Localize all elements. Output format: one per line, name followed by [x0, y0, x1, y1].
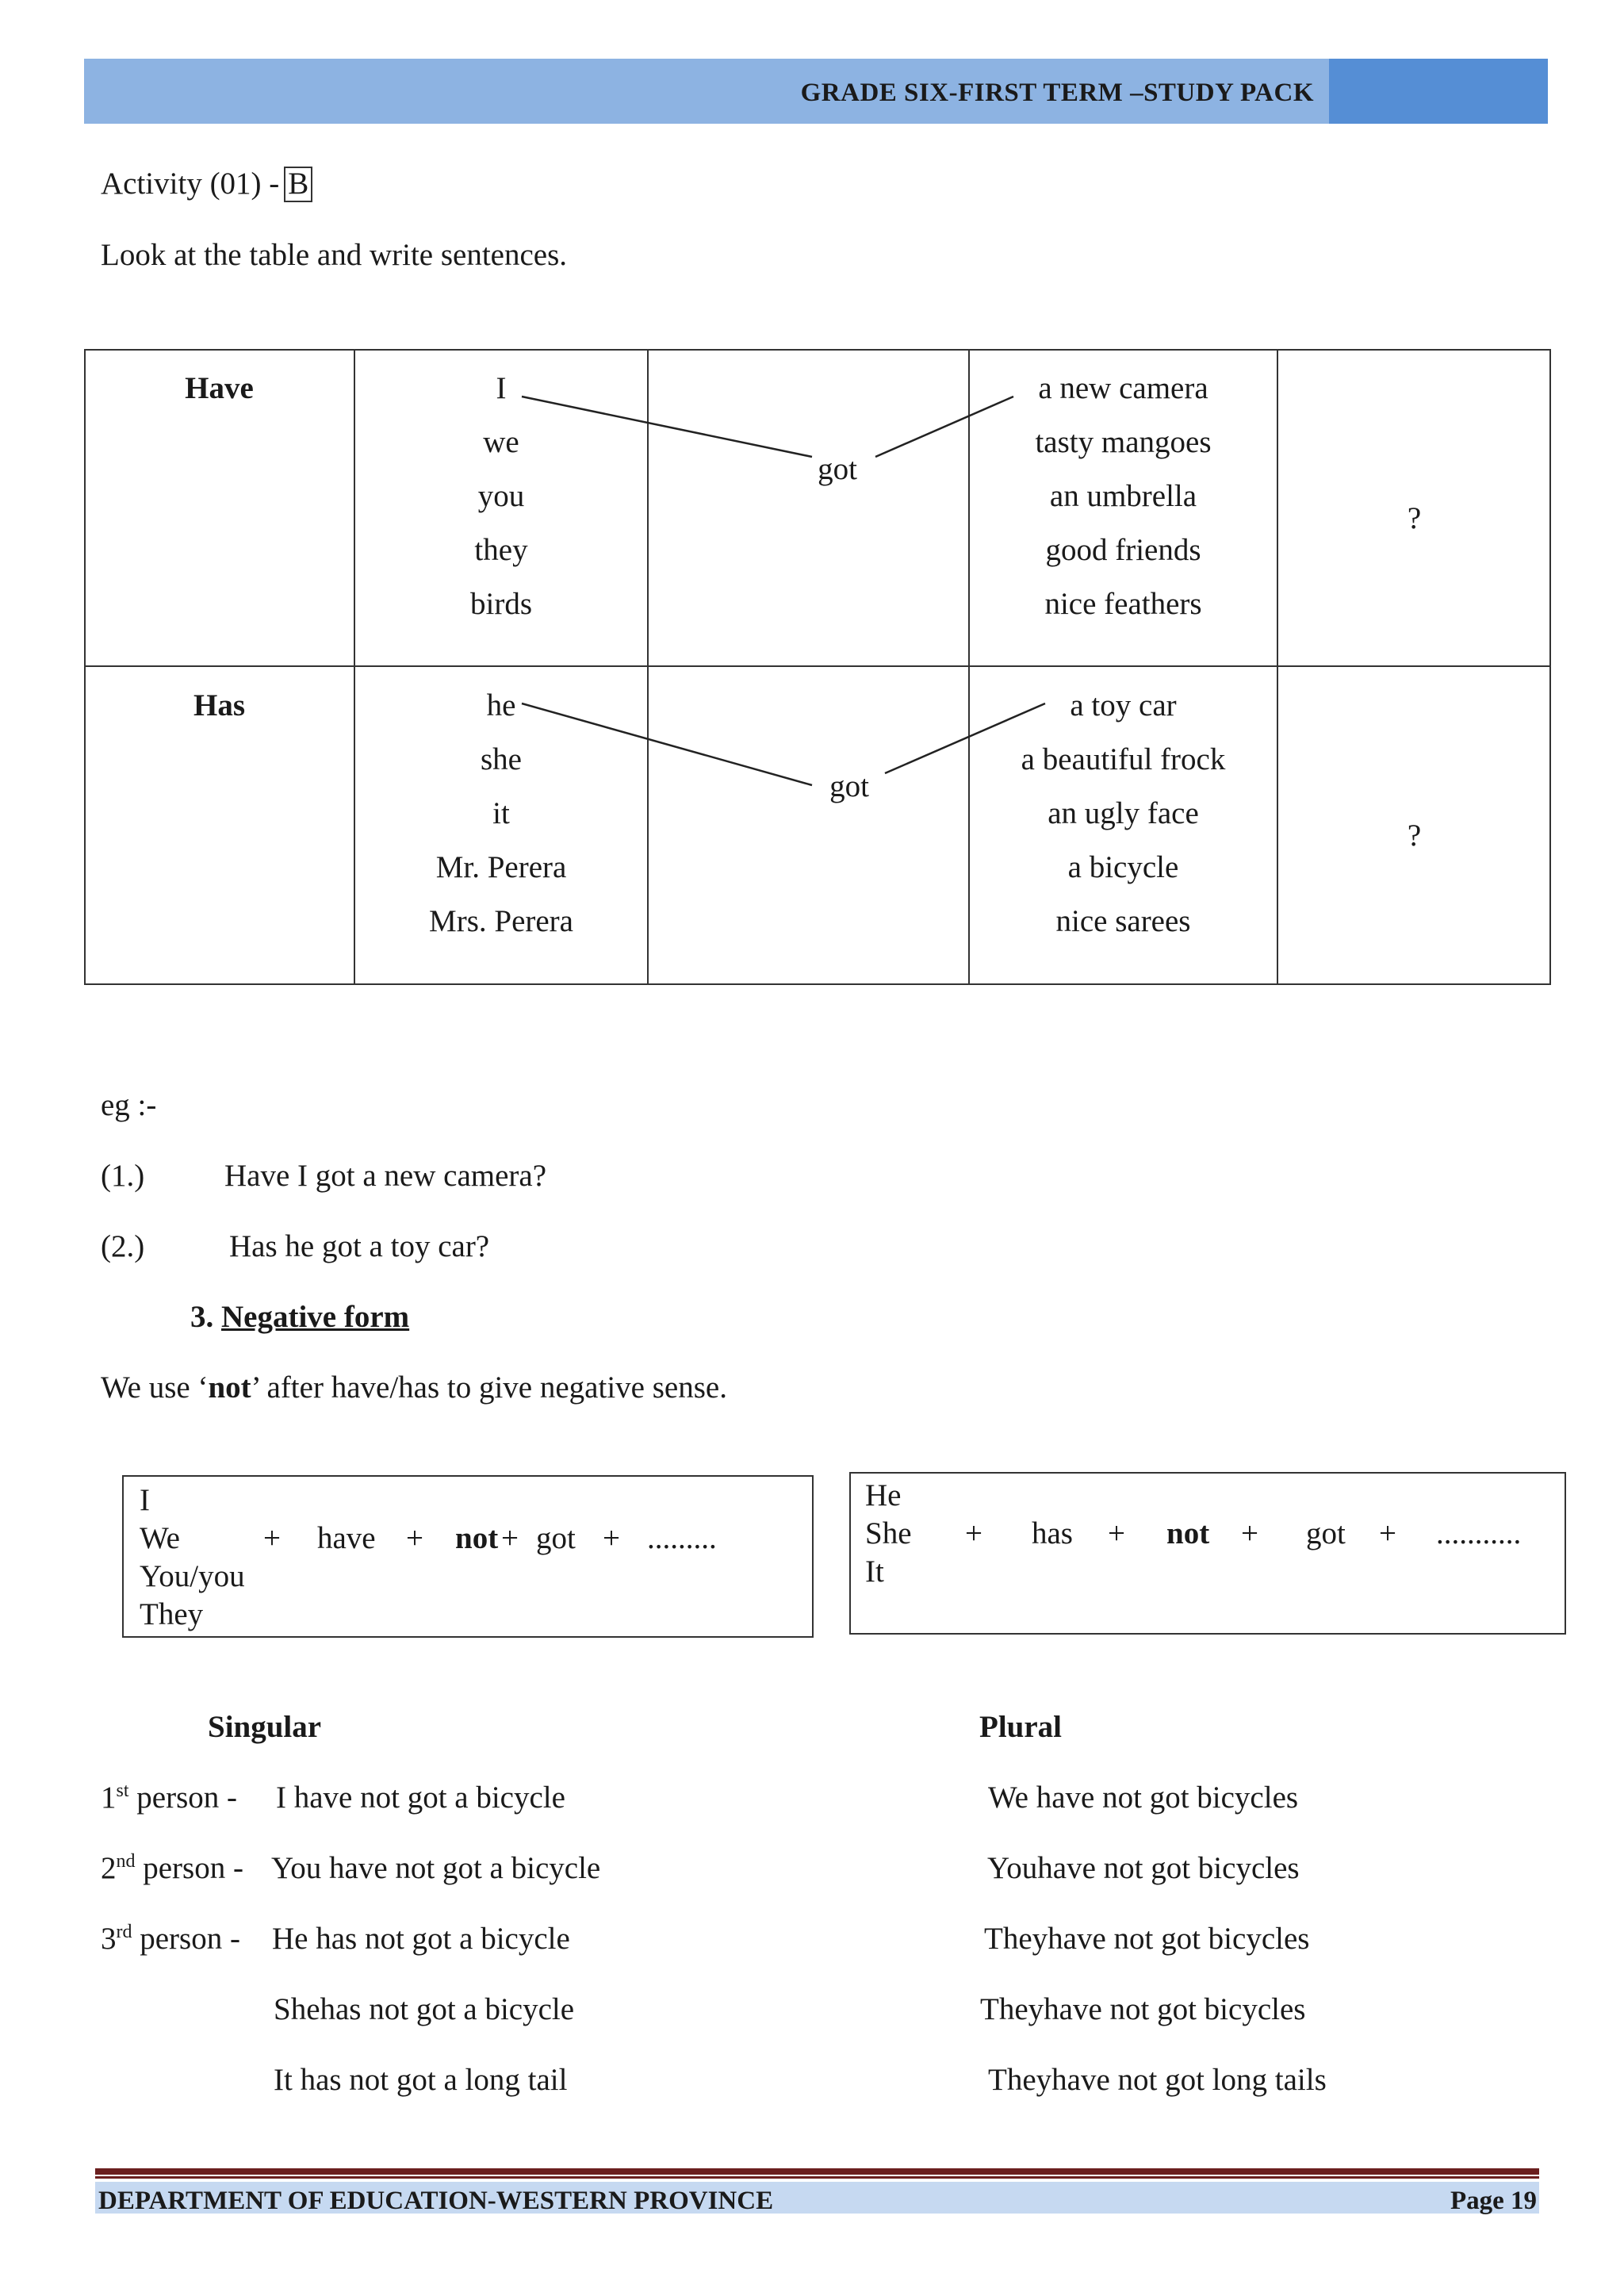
subject: I: [496, 371, 507, 405]
object: nice feathers: [1044, 587, 1202, 621]
singular-heading: Singular: [208, 1710, 322, 1744]
object: tasty mangoes: [1035, 425, 1212, 459]
subject: it: [492, 796, 510, 830]
object: a bicycle: [1067, 850, 1179, 884]
heading-text: Negative form: [221, 1300, 410, 1334]
example-sentence: Has he got a toy car?: [229, 1229, 490, 1263]
subject: we: [483, 425, 519, 459]
grammar-table: [84, 349, 1551, 985]
box-subject: We: [140, 1521, 180, 1555]
subject: she: [481, 742, 522, 776]
plural-heading: Plural: [979, 1710, 1062, 1744]
example-number: (1.): [101, 1159, 145, 1193]
example-number: (2.): [101, 1229, 145, 1263]
person-label: 3rd person -: [101, 1922, 240, 1956]
box-have: have: [317, 1521, 376, 1555]
object: good friends: [1045, 533, 1201, 567]
example-sentence: Have I got a new camera?: [224, 1159, 547, 1193]
plural-sentence: We have not got bicycles: [988, 1780, 1299, 1815]
footer-rule: [95, 2176, 1539, 2179]
object: an umbrella: [1049, 479, 1197, 513]
box-got: got: [536, 1521, 576, 1555]
verb-got: got: [829, 769, 869, 803]
plus-sign: +: [603, 1521, 620, 1555]
question-mark: ?: [1407, 818, 1422, 853]
activity-badge: B: [284, 167, 312, 202]
subject: Mrs. Perera: [429, 904, 573, 938]
box-subject: They: [140, 1597, 204, 1631]
verb-got: got: [818, 452, 857, 486]
header-title: GRADE SIX-FIRST TERM –STUDY PACK: [800, 79, 1314, 107]
singular-sentence: It has not got a long tail: [274, 2063, 568, 2097]
plural-sentence: Theyhave not got bicycles: [980, 1992, 1306, 2026]
have-label: Have: [185, 371, 254, 405]
plus-sign: +: [263, 1521, 281, 1555]
plus-sign: +: [1108, 1516, 1125, 1550]
box-subject: I: [140, 1483, 150, 1517]
subject: he: [486, 688, 516, 723]
page-number: Page 19: [1450, 2187, 1537, 2215]
activity-heading: [101, 167, 312, 202]
plus-sign: +: [406, 1521, 423, 1555]
box-subject: It: [865, 1554, 884, 1589]
has-label: Has: [193, 688, 245, 723]
person-label: 1st person -: [101, 1780, 237, 1815]
table-grid: [84, 349, 1551, 985]
object: a toy car: [1070, 688, 1177, 723]
heading-number: 3.: [190, 1300, 214, 1334]
box-dots: .........: [647, 1521, 717, 1555]
negative-description: [101, 1372, 727, 1403]
object: an ugly face: [1048, 796, 1199, 830]
subject: they: [474, 533, 528, 567]
subject: you: [477, 479, 525, 513]
plus-sign: +: [1379, 1516, 1396, 1550]
box-has: has: [1032, 1516, 1073, 1550]
singular-sentence: I have not got a bicycle: [276, 1780, 565, 1815]
footer-department: DEPARTMENT OF EDUCATION-WESTERN PROVINCE: [98, 2187, 774, 2215]
box-subject: You/you: [140, 1559, 245, 1593]
desc-text: ’ after have/has to give negative sense.: [251, 1370, 727, 1405]
box-subject: He: [865, 1478, 902, 1512]
box-not: not: [455, 1521, 499, 1555]
plus-sign: +: [501, 1521, 519, 1555]
example-label: eg :-: [101, 1088, 157, 1122]
plural-sentence: Theyhave not got bicycles: [984, 1922, 1310, 1956]
plural-sentence: Theyhave not got long tails: [988, 2063, 1327, 2097]
negative-form-heading: [190, 1301, 409, 1332]
object: a beautiful frock: [1021, 742, 1226, 776]
singular-sentence: You have not got a bicycle: [271, 1851, 601, 1885]
singular-sentence: Shehas not got a bicycle: [274, 1992, 575, 2026]
activity-label: Activity (01) -: [101, 167, 280, 201]
have-formula-box: [122, 1475, 814, 1638]
object: a new camera: [1038, 371, 1208, 405]
box-dots: ...........: [1436, 1516, 1522, 1550]
has-formula-box: [849, 1472, 1566, 1635]
box-subject: She: [865, 1516, 912, 1550]
activity-instruction: Look at the table and write sentences.: [101, 238, 568, 272]
desc-bold: not: [208, 1370, 251, 1405]
object: nice sarees: [1055, 904, 1191, 938]
header-accent-block: [1329, 59, 1548, 124]
plural-sentence: Youhave not got bicycles: [987, 1851, 1300, 1885]
desc-text: We use ‘: [101, 1370, 209, 1405]
singular-sentence: He has not got a bicycle: [272, 1922, 570, 1956]
plus-sign: +: [965, 1516, 982, 1550]
plus-sign: +: [1241, 1516, 1258, 1550]
question-mark: ?: [1407, 501, 1422, 535]
box-got: got: [1306, 1516, 1346, 1550]
subject: Mr. Perera: [435, 850, 567, 884]
person-label: 2nd person -: [101, 1851, 243, 1885]
footer-rule: [95, 2168, 1539, 2175]
subject: birds: [470, 587, 532, 621]
box-not: not: [1166, 1516, 1210, 1550]
